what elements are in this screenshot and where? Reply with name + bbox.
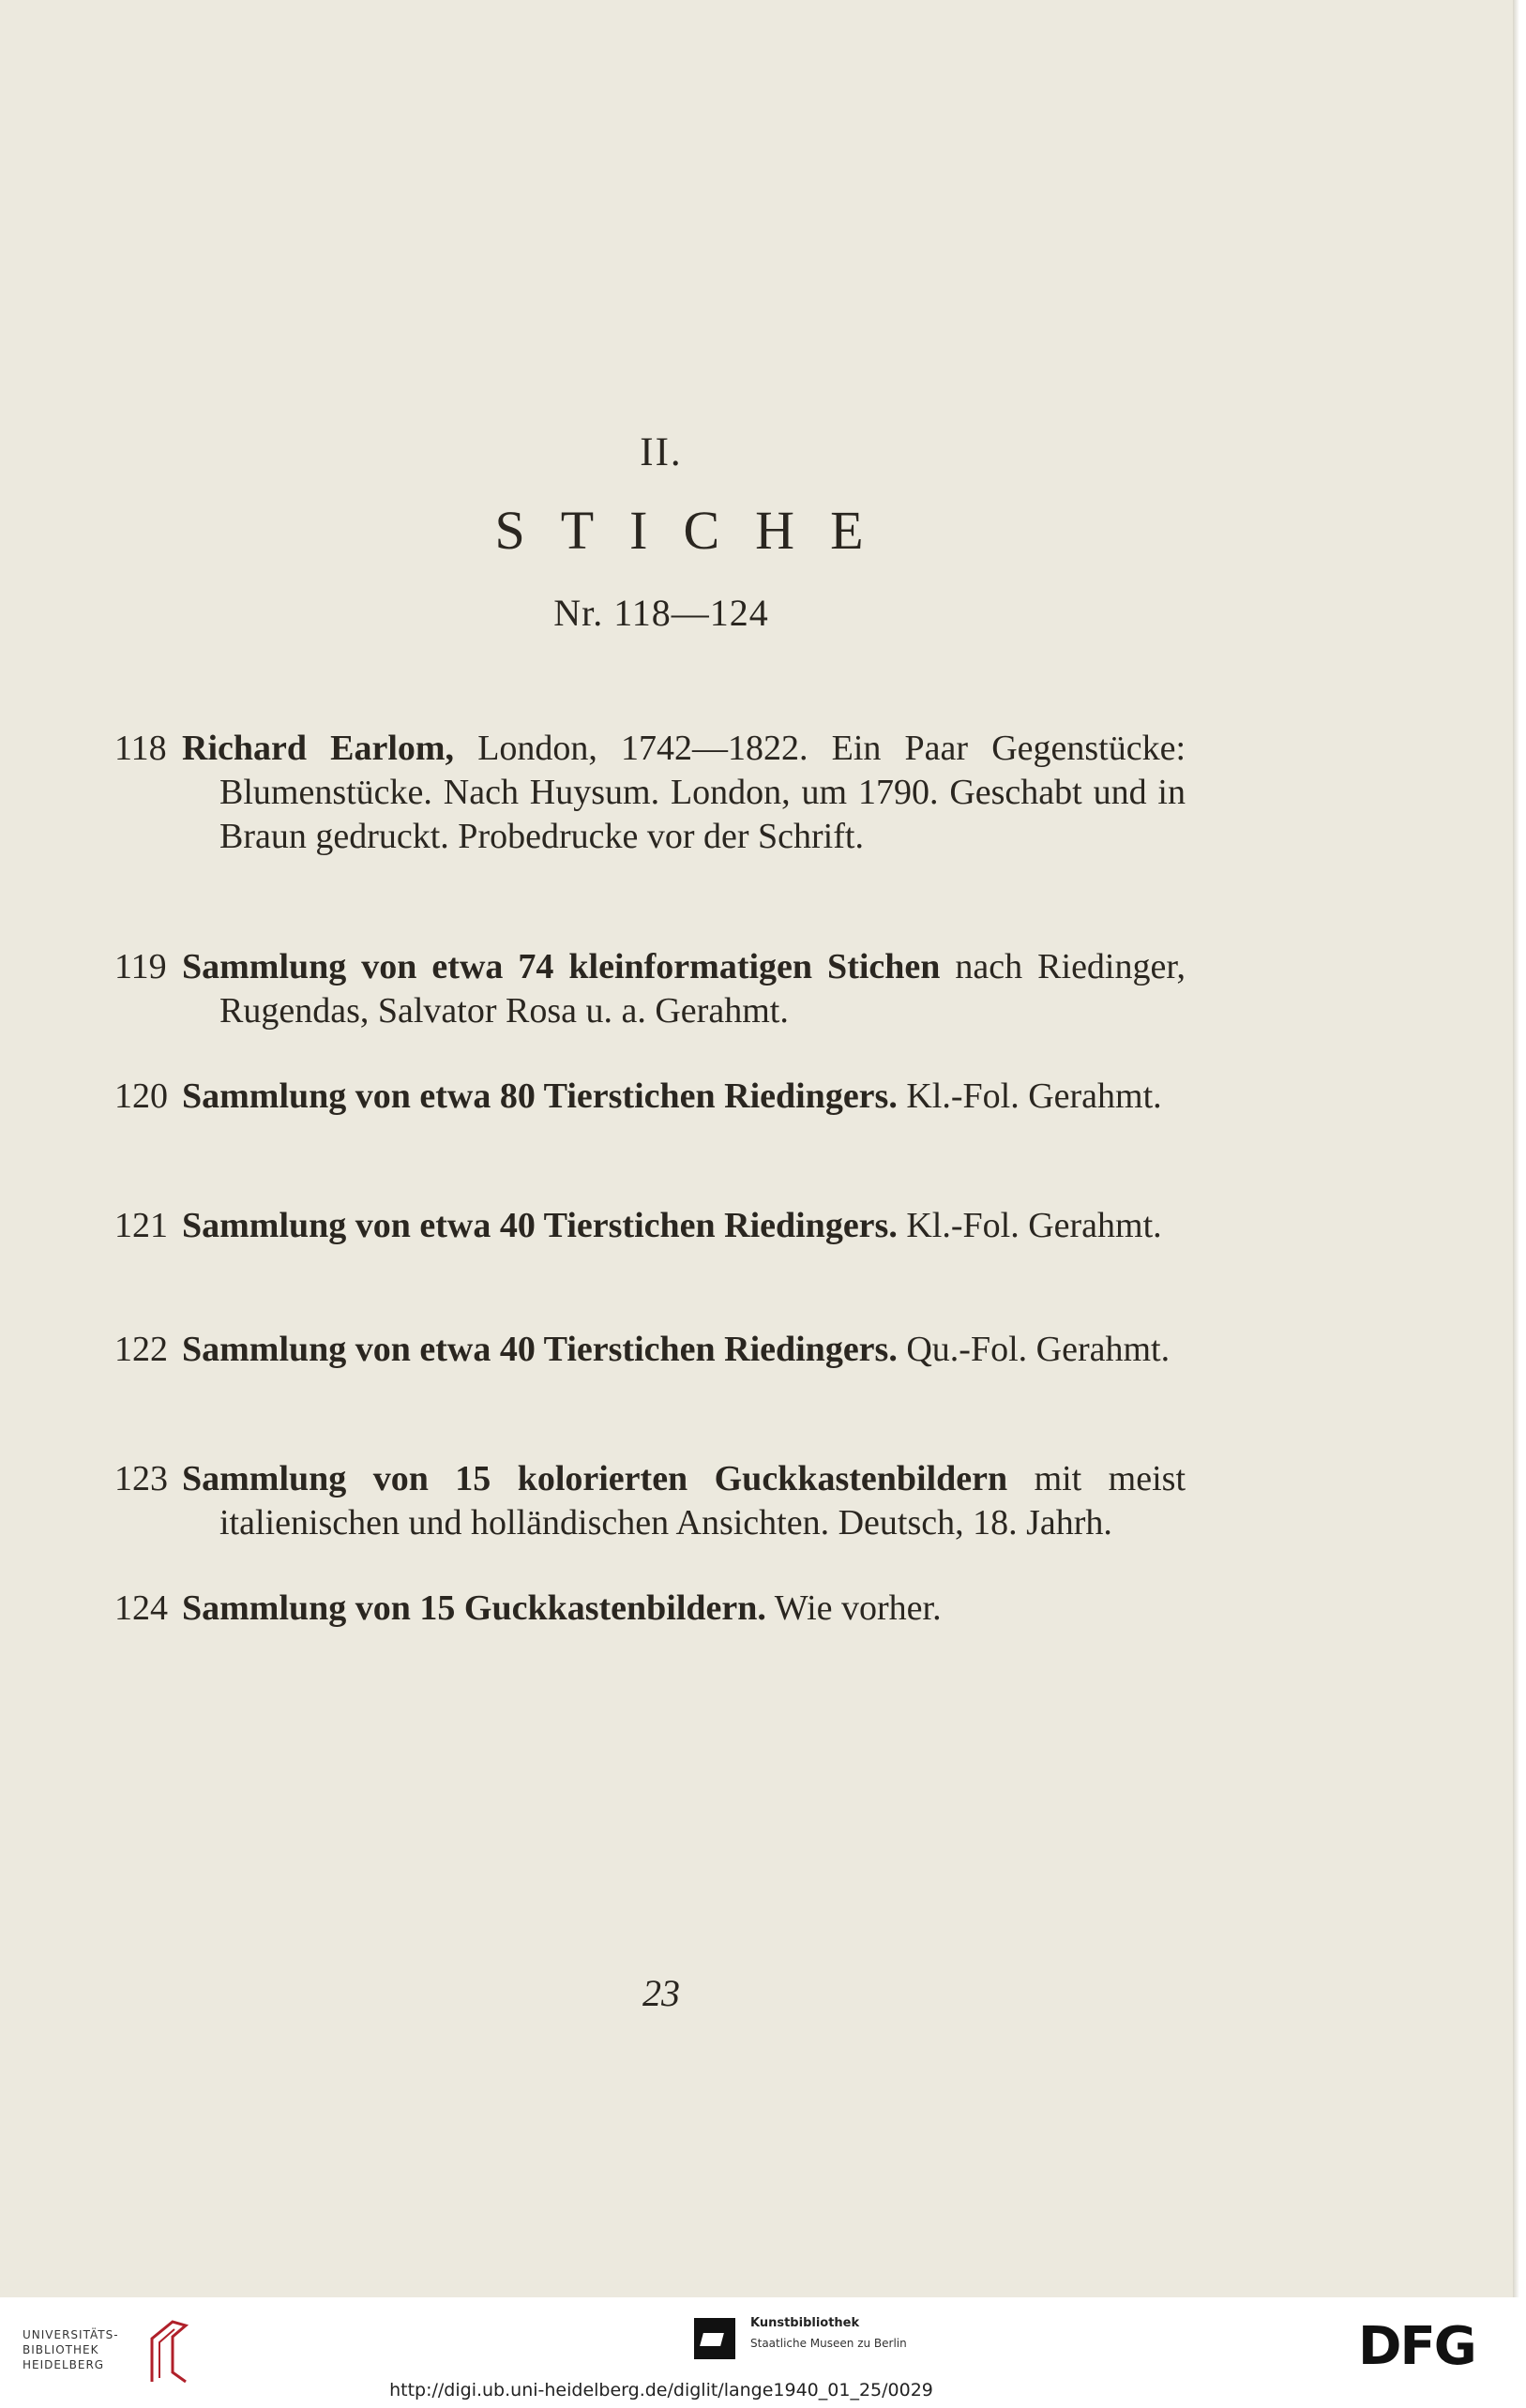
catalog-entry-122 [114,1328,1171,1372]
entry-title: Sammlung von 15 kolorierten Guckkastenbildern [182,1459,1008,1498]
entry-description: London, 1742—1822. Ein Paar Gegenstücke: Blumenstücke. Nach Huysum. London, um 1790. Geschabt und in Braun gedruckt. Probedrucke vor der Schrift. [219,729,1186,856]
entry-description: Wie vorher. [765,1588,942,1628]
kb-subtitle: Staatliche Museen zu Berlin [750,2337,907,2350]
entry-title: Richard Earlom, [182,729,455,768]
entry-description: nach Riedinger, Rugendas, Salvator Rosa u. a. Gerahmt. [219,947,1186,1031]
entry-description: Kl.-Fol. Gerahmt. [897,1076,1162,1116]
library-line: BIBLIOTHEK [23,2343,99,2356]
entry-number: 123 [114,1459,168,1498]
section-title: STICHE [494,500,899,561]
catalog-entry-120 [114,1075,1162,1119]
catalog-entry-123 [114,1457,1186,1545]
university-library-logo[interactable] [23,2309,196,2384]
entry-text [182,945,1186,1033]
digitization-footer [0,2297,1526,2408]
entry-text [182,1587,1186,1631]
entry-description: mit meist italienischen und holländischen Ansichten. Deutsch, 18. Jahrh. [219,1459,1186,1543]
catalog-entry-119 [114,945,1186,1033]
entry-number: 120 [114,1076,168,1116]
kb-title: Kunstbibliothek [750,2316,860,2330]
entry-title: Sammlung von etwa 80 Tierstichen Riedingers. [182,1076,898,1116]
entry-number: 122 [114,1330,168,1369]
entry-description: Kl.-Fol. Gerahmt. [897,1206,1162,1245]
entry-title: Sammlung von etwa 74 kleinformatigen Stichen [182,947,941,986]
entry-title: Sammlung von etwa 40 Tierstichen Riedingers. [182,1330,898,1369]
library-line: UNIVERSITÄTS- [23,2328,119,2341]
entry-text [182,1457,1186,1545]
entry-number: 124 [114,1588,168,1628]
entry-text [182,1328,1186,1372]
section-number: II. [640,430,683,474]
page-number: 23 [642,1972,680,2014]
kunstbibliothek-mark-icon [694,2318,735,2359]
kunstbibliothek-logo[interactable] [694,2312,975,2369]
entry-title: Sammlung von 15 Guckkastenbildern. [182,1588,766,1628]
entry-description: Qu.-Fol. Gerahmt. [897,1330,1171,1369]
entry-number: 121 [114,1206,168,1245]
entry-number: 119 [114,947,167,986]
catalog-entry-121 [114,1204,1162,1248]
entry-text [182,1075,1186,1119]
library-line: HEIDELBERG [23,2358,105,2371]
library-mark-icon [144,2316,191,2384]
dfg-logo[interactable]: DFG [1358,2316,1475,2377]
entry-number: 118 [114,729,167,768]
number-range: Nr. 118—124 [553,592,769,634]
permalink-url[interactable]: http://digi.ub.uni-heidelberg.de/diglit/lange1940_01_25/0029 [389,2380,933,2400]
entry-text [182,727,1186,859]
entry-text [182,1204,1186,1248]
library-name [23,2327,119,2372]
catalog-entry-124 [114,1587,1146,1631]
page-edge [1513,0,1519,2297]
catalog-entry-118 [114,727,1186,859]
entry-title: Sammlung von etwa 40 Tierstichen Riedingers. [182,1206,898,1245]
